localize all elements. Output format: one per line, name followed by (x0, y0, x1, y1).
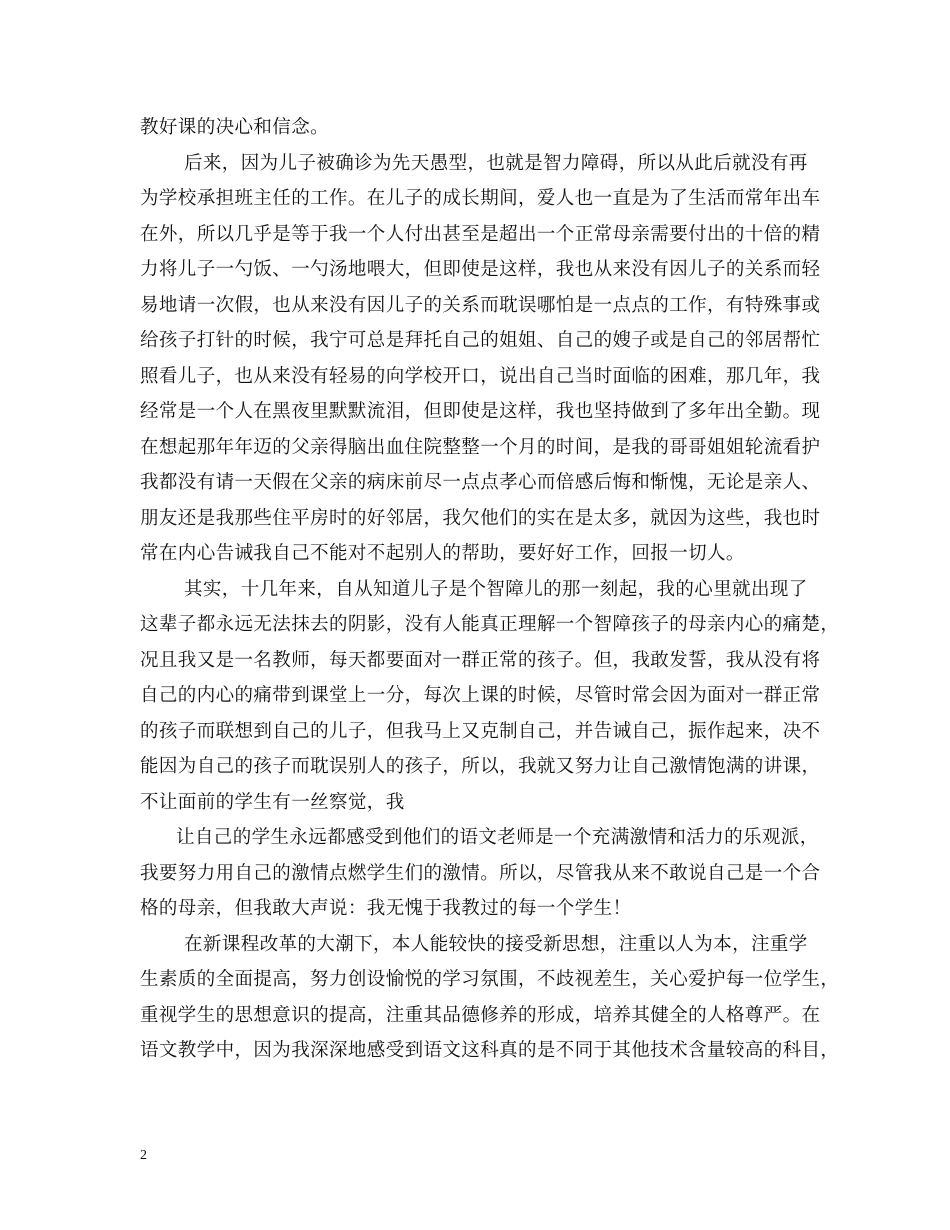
text-line: 力将儿子一勺饭、一勺汤地喂大，但即使是这样，我也从来没有因儿子的关系而轻 (140, 259, 821, 280)
text-line: 格的母亲，但我敢大声说：我无愧于我教过的每一个学生！ (140, 898, 632, 919)
text-line: 朋友还是我那些住平房时的好邻居，我欠他们的实在是太多，就因为这些，我也时 (140, 507, 821, 529)
text-line: 给孩子打针的时候，我宁可总是拜托自己的姐姐、自己的嫂子或是自己的邻居帮忙 (140, 330, 821, 351)
text-line: 后来，因为儿子被确诊为先天愚型，也就是智力障碍，所以从此后就没有再 (184, 152, 808, 174)
text-line: 在外，所以几乎是等于我一个人付出甚至是超出一个正常母亲需要付出的十倍的精 (140, 223, 821, 245)
text-line: 不让面前的学生有一丝察觉，我 (140, 791, 405, 813)
text-line: 易地请一次假，也从来没有因儿子的关系而耽误哪怕是一点点的工作，有特殊事或 (140, 294, 821, 316)
text-line: 照看儿子，也从来没有轻易的向学校开口，说出自己当时面临的困难，那几年，我 (140, 365, 821, 387)
text-line: 况且我又是一名教师，每天都要面对一群正常的孩子。但，我敢发誓，我从没有将 (140, 649, 821, 671)
text-line: 的孩子而联想到自己的儿子，但我马上又克制自己，并告诫自己，振作起来，决不 (140, 720, 821, 742)
text-line: 重视学生的思想意识的提高，注重其品德修养的形成，培养其健全的人格尊严。在 (140, 1004, 821, 1026)
page-number: 2 (140, 1148, 147, 1163)
text-line: 为学校承担班主任的工作。在儿子的成长期间，爱人也一直是为了生活而常年出车 (140, 188, 821, 209)
body-text (140, 110, 840, 1069)
text-line: 经常是一个人在黑夜里默默流泪，但即使是这样，我也坚持做到了多年出全勤。现 (140, 401, 821, 422)
text-line: 我都没有请一天假在父亲的病床前尽一点点孝心而倍感后悔和惭愧，无论是亲人、 (140, 472, 821, 493)
text-line: 其实，十几年来，自从知道儿子是个智障儿的那一刻起，我的心里就出现了 (184, 578, 808, 600)
text-line: 我要努力用自己的激情点燃学生们的激情。所以，尽管我从来不敢说自己是一个合 (140, 862, 821, 884)
text-line: 生素质的全面提高，努力创设愉悦的学习氛围，不歧视差生，关心爱护每一位学生， (140, 969, 840, 990)
text-line: 在新课程改革的大潮下，本人能较快的接受新思想，注重以人为本，注重学 (184, 933, 808, 955)
text-line: 常在内心告诫我自己不能对不起别人的帮助，要好好工作，回报一切人。 (140, 543, 745, 564)
text-line: 自己的内心的痛带到课堂上一分，每次上课的时候，尽管时常会因为面对一群正常 (140, 685, 821, 706)
text-line: 这辈子都永远无法抹去的阴影，没有人能真正理解一个智障孩子的母亲内心的痛楚， (140, 614, 840, 635)
text-line: 让自己的学生永远都感受到他们的语文老师是一个充满激情和活力的乐观派， (176, 827, 819, 848)
text-line: 语文教学中，因为我深深地感受到语文这科真的是不同于其他技术含量较高的科目， (140, 1040, 840, 1061)
text-line: 教好课的决心和信念。 (140, 117, 330, 138)
text-line: 在想起那年年迈的父亲得脑出血住院整整一个月的时间，是我的哥哥姐姐轮流看护 (140, 436, 821, 458)
text-line: 能因为自己的孩子而耽误别人的孩子，所以，我就又努力让自己激情饱满的讲课， (140, 756, 821, 777)
